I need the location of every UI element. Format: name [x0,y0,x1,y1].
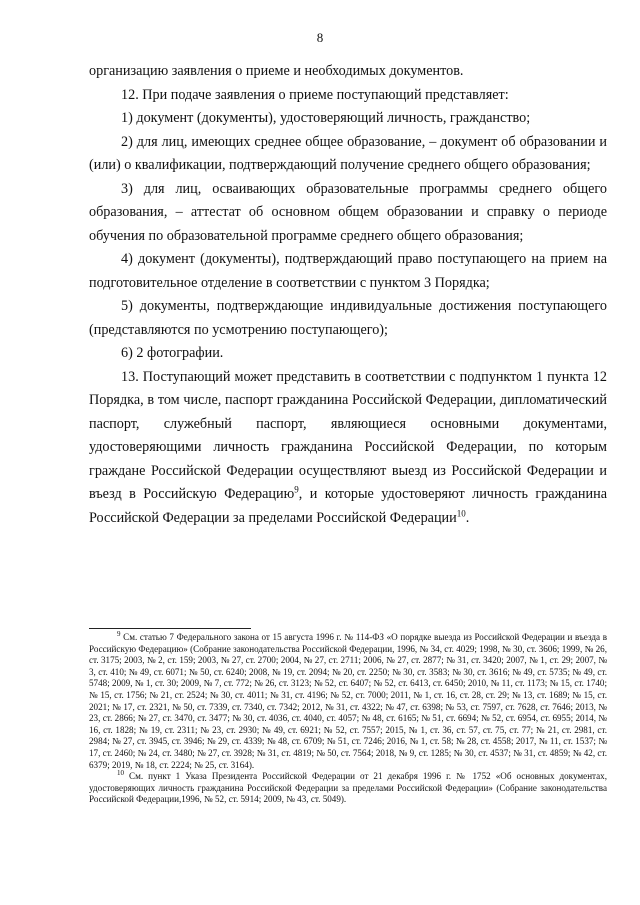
list-item-2: 2) для лиц, имеющих среднее общее образование, – документ об образовании и (или) о квалификации, подтверждающий получение среднего общего образования; [89,133,607,173]
paragraph-13-text-a: 13. Поступающий может представить в соответствии с подпунктом 1 пункта 12 Порядка, в том числе, паспорт гражданина Российской Федерации, дипломатический паспорт, служебный паспорт, являющиеся основными документами, удостоверяющими личность гражданина Российской Федерации, по которым граждане Российской Федерации осуществляют выезд из Российской Федерации и въезд в Российскую Федерацию [89,368,607,502]
paragraph-continuation: организацию заявления о приеме и необходимых документов. [89,63,464,79]
footnote-9-text: См. статью 7 Федерального закона от 15 августа 1996 г. № 114-ФЗ «О порядке выезда из Российской Федерации и въезда в Российскую Федерацию» (Собрание законодательства Российской Федерации, 1996, № 34, ст. 4029; 1998, № 30, ст. 3606; 1999, № 26, ст. 3175; 2003, № 2, ст. 159; 2003, № 27, ст. 2700; 2004, № 27, ст. 2711; 2006, № 27, ст. 2877; № 31, ст. 3420; 2007, № 1, ст. 29; 2007, № 3, ст. 410; № 49, ст. 6071; № 50, ст. 6240; 2008, № 19, ст. 2094; № 20, ст. 2250; № 30, ст. 3583; № 30, ст. 3616; № 49, ст. 5735; № 49, ст. 5748; 2009, № 1, ст. 30; 2009, № 7, ст. 772; № 26, ст. 3123; № 52, ст. 6407; № 52, ст. 6413, ст. 6450; 2010, № 11, ст. 1173; № 15, ст. 1740; № 15, ст. 1756; № 21, ст. 2524; № 30, ст. 4011; № 31, ст. 4196; № 52, ст. 7000; 2011, № 1, ст. 16, ст. 28, ст. 29; № 13, ст. 1689; № 15, ст. 2021; № 17, ст. 2321, № 50, ст. 7339, ст. 7340, ст. 7342; 2012, № 31, ст. 4322; № 47, ст. 6398; № 53, ст. 7597, ст. 7628, ст. 7646; 2013, № 23, ст. 2866; № 27, ст. 3470, ст. 3477; № 30, ст. 4036, ст. 4040, ст. 4057; № 48, ст. 6165; № 51, ст. 6694; № 52, ст. 6954, ст. 6955; 2014, № 16, ст. 1828; № 19, ст. 2311; № 23, ст. 2930; № 49, ст. 6921; № 52, ст. 7557; 2015, № 1, ст. 36, ст. 57, ст. 75, ст. 77; № 21, ст. 2981, ст. 2984; № 27, ст. 3945, ст. 3946; № 29, ст. 4339; № 48, ст. 6709; № 51, ст. 7246; 2016, № 1, ст. 58; № 28, ст. 4558; 2017, № 11, ст. 1537; № 17, ст. 2460; № 24, ст. 3480; № 27, ст. 3928; № 31, ст. 4819; № 50, ст. 7564; 2018, № 9, ст. 1285; № 30, ст. 4537; № 31, ст. 4859; № 42, ст. 6379; 2019, № 18, ст. 2224; № 25, ст. 3164). [89,632,607,770]
footnote-ref-10[interactable]: 10 [456,507,466,518]
paragraph-item-12: 12. При подаче заявления о приеме поступающий представляет: [121,86,509,103]
footnote-9-marker: 9 [117,629,121,638]
paragraph-13-text-c: . [465,509,470,526]
footnote-10-text: См. пункт 1 Указа Президента Российской Федерации от 21 декабря 1996 г. № 1752 «Об основных документах, удостоверяющих личность гражданина Российской Федерации за пределами Российской Федерации» (Собрание законодательства Российской Федерации,1996, № 52, ст. 5914; 2009, № 43, ст. 5049). [89,771,607,805]
footnote-ref-9[interactable]: 9 [294,484,299,495]
footnote-9 [89,629,607,771]
list-item-5: 5) документы, подтверждающие индивидуальные достижения поступающего (представляются по усмотрению поступающего); [89,298,607,338]
paragraph-13-text-b: , и которые удостоверяют личность гражданина Российской Федерации за пределами Российской Федерации [89,486,607,526]
list-item-1: 1) документ (документы), удостоверяющий личность, гражданство; [121,110,531,126]
list-item-6: 6) 2 фотографии. [121,345,224,361]
list-item-4: 4) документ (документы), подтверждающий право поступающего на прием на подготовительное отделение в соответствии с пунктом 3 Порядка; [89,251,607,291]
footnote-10 [89,771,607,806]
list-item-3: 3) для лиц, осваивающих образовательные программы среднего общего образования, – аттестат об основном общем образовании и справку о периоде обучения по образовательной программе среднего общего образования; [89,180,607,244]
page-number: 8 [316,30,324,45]
document-body [89,60,607,530]
footnotes [89,629,607,806]
footnote-separator [89,628,251,629]
footnote-10-marker: 10 [117,769,124,778]
paragraph-item-13 [89,366,607,531]
